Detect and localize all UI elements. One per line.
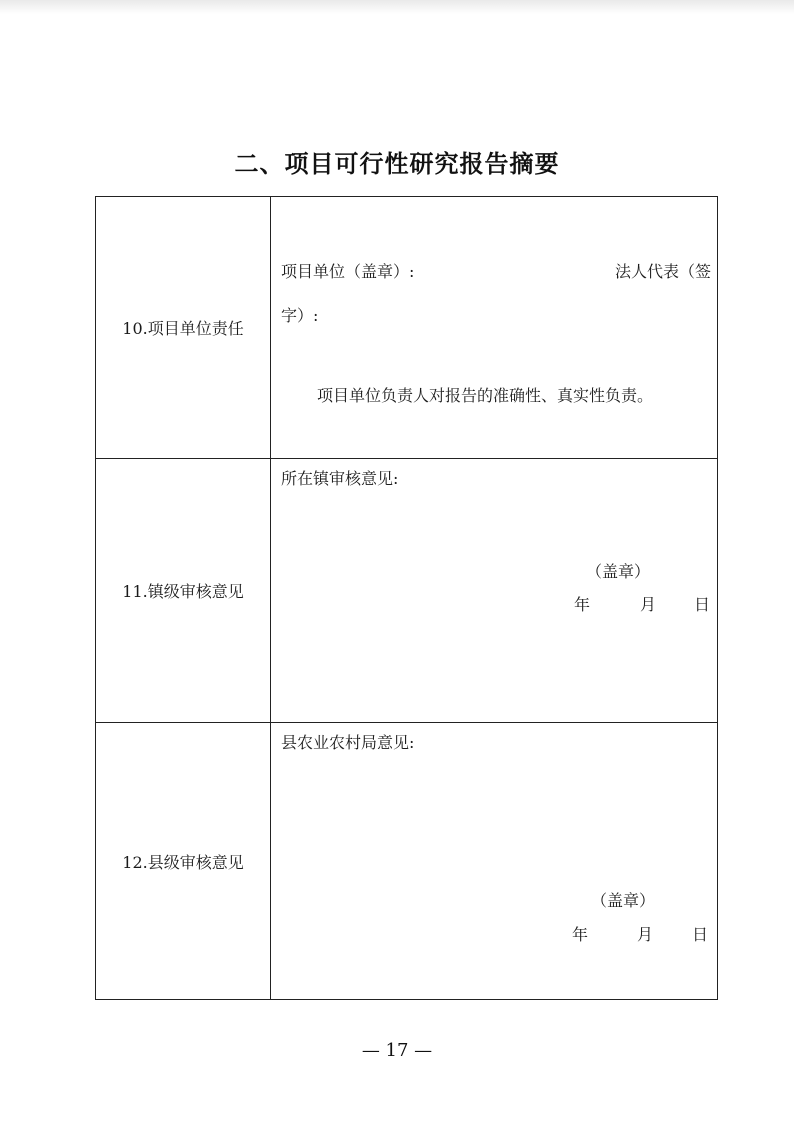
- row-label: 10.项目单位责任: [122, 319, 244, 338]
- scan-top-edge: [0, 0, 794, 14]
- seal-label: （盖章）: [591, 891, 656, 910]
- row-content-cell: [271, 459, 717, 722]
- row-label-cell: [96, 459, 271, 722]
- row-label-cell: [96, 197, 271, 458]
- legal-rep-signature-label-continued: 字）:: [281, 306, 319, 325]
- date-year-label: 年: [572, 925, 589, 944]
- date-year-label: 年: [574, 595, 591, 614]
- row-label-cell: [96, 723, 271, 999]
- row-content-cell: [271, 723, 717, 999]
- opinion-heading: 县农业农村局意见:: [281, 733, 415, 752]
- table-row-town-review: [96, 459, 717, 723]
- date-month-label: 月: [637, 925, 654, 944]
- opinion-heading: 所在镇审核意见:: [281, 469, 399, 488]
- unit-seal-label: 项目单位（盖章）:: [281, 262, 415, 281]
- table-row-county-review: [96, 723, 717, 999]
- date-month-label: 月: [640, 595, 657, 614]
- page-number: — 17 —: [361, 1040, 433, 1061]
- responsibility-statement: 项目单位负责人对报告的准确性、真实性负责。: [317, 386, 654, 405]
- seal-label: （盖章）: [586, 562, 651, 581]
- row-content-cell: [271, 197, 717, 458]
- row-label: 12.县级审核意见: [122, 852, 244, 872]
- legal-rep-signature-label: 法人代表（签: [614, 262, 711, 281]
- date-day-label: 日: [694, 595, 711, 614]
- row-label: 11.镇级审核意见: [122, 582, 244, 601]
- date-day-label: 日: [692, 925, 709, 944]
- page-title: 二、项目可行性研究报告摘要: [234, 150, 560, 178]
- summary-form-table: [95, 196, 718, 1000]
- table-row-project-unit-responsibility: [96, 197, 717, 459]
